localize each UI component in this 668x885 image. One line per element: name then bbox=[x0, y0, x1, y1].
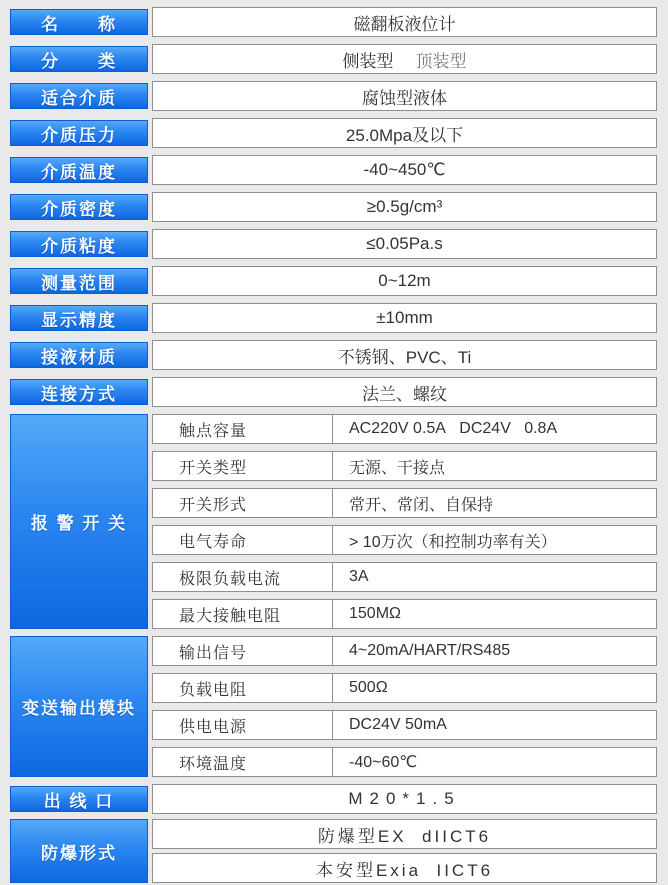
subrow-power-supply-value: DC24V 50mA bbox=[349, 716, 447, 733]
section-alarm-switch-rows bbox=[152, 414, 657, 629]
subrow-contact-capacity-name: 触点容量 bbox=[153, 415, 333, 443]
row-connection-type-value bbox=[152, 377, 657, 407]
row-medium-pressure bbox=[10, 118, 657, 148]
row-display-accuracy-label: 显示精度 bbox=[10, 305, 148, 331]
row-medium-temperature bbox=[10, 155, 657, 185]
row-medium-pressure-value bbox=[152, 118, 657, 148]
medium-temperature-text: -40~450℃ bbox=[363, 160, 446, 179]
subrow-load-resistance bbox=[152, 673, 657, 703]
section-transmitter-module bbox=[10, 636, 657, 777]
subrow-switch-form-value: 常开、常闭、自保持 bbox=[349, 496, 494, 514]
connection-type-text: 法兰、螺纹 bbox=[362, 384, 447, 404]
row-wetted-material-value bbox=[152, 340, 657, 370]
row-wetted-material-label: 接液材质 bbox=[10, 342, 148, 368]
row-medium-density-label: 介质密度 bbox=[10, 194, 148, 220]
subrow-contact-capacity bbox=[152, 414, 657, 444]
subrow-load-resistance-value: 500Ω bbox=[349, 679, 388, 696]
row-category-label: 分 类 bbox=[10, 46, 148, 72]
row-measuring-range-label: 测量范围 bbox=[10, 268, 148, 294]
row-medium-viscosity-label: 介质粘度 bbox=[10, 231, 148, 257]
subrow-electrical-life-value: > 10万次（和控制功率有关） bbox=[349, 533, 557, 551]
row-category bbox=[10, 44, 657, 74]
row-medium-viscosity-value bbox=[152, 229, 657, 259]
subrow-electrical-life-name: 电气寿命 bbox=[153, 526, 333, 554]
spec-table bbox=[10, 7, 657, 883]
subrow-power-supply bbox=[152, 710, 657, 740]
subrow-ambient-temperature-value: -40~60℃ bbox=[349, 754, 418, 771]
section-explosion-proof-label: 防爆形式 bbox=[10, 819, 148, 883]
category-secondary: 顶装型 bbox=[415, 51, 467, 71]
row-display-accuracy-value bbox=[152, 303, 657, 333]
subrow-electrical-life bbox=[152, 525, 657, 555]
row-connection-type-label: 连接方式 bbox=[10, 379, 148, 405]
medium-pressure-text: 25.0Mpa及以下 bbox=[345, 125, 464, 145]
subrow-power-supply-name: 供电电源 bbox=[153, 711, 333, 739]
subrow-load-resistance-name: 负载电阻 bbox=[153, 674, 333, 702]
subrow-ambient-temperature-name: 环境温度 bbox=[153, 748, 333, 776]
row-medium-temperature-value bbox=[152, 155, 657, 185]
category-primary: 侧装型 bbox=[342, 51, 394, 71]
subrow-max-contact-resistance-value: 150MΩ bbox=[349, 605, 401, 622]
subrow-output-signal-value: 4~20mA/HART/RS485 bbox=[349, 642, 511, 659]
explosion-proof-type-ex: 防爆型EX dIICT6 bbox=[152, 819, 657, 849]
row-suitable-medium-label: 适合介质 bbox=[10, 83, 148, 109]
subrow-switch-type-value: 无源、干接点 bbox=[349, 459, 446, 477]
section-explosion-proof-rows bbox=[152, 819, 657, 883]
subrow-max-contact-resistance bbox=[152, 599, 657, 629]
row-suitable-medium bbox=[10, 81, 657, 111]
product-name: 磁翻板液位计 bbox=[353, 14, 456, 34]
subrow-contact-capacity-value: AC220V 0.5A DC24V 0.8A bbox=[349, 420, 558, 437]
row-medium-density bbox=[10, 192, 657, 222]
row-medium-temperature-label: 介质温度 bbox=[10, 157, 148, 183]
row-cable-outlet bbox=[10, 784, 657, 814]
subrow-limit-load-current bbox=[152, 562, 657, 592]
cable-outlet-text: M20*1.5 bbox=[348, 789, 461, 808]
subrow-output-signal bbox=[152, 636, 657, 666]
row-cable-outlet-label: 出 线 口 bbox=[10, 786, 148, 812]
section-alarm-switch-label: 报 警 开 关 bbox=[10, 414, 148, 629]
suitable-medium-text: 腐蚀型液体 bbox=[362, 88, 447, 108]
row-category-value bbox=[152, 44, 657, 74]
row-medium-pressure-label: 介质压力 bbox=[10, 120, 148, 146]
display-accuracy-text: ±10mm bbox=[376, 308, 433, 327]
row-cable-outlet-value bbox=[152, 784, 657, 814]
row-name bbox=[10, 7, 657, 37]
subrow-switch-type-name: 开关类型 bbox=[153, 452, 333, 480]
row-measuring-range-value bbox=[152, 266, 657, 296]
subrow-output-signal-name: 输出信号 bbox=[153, 637, 333, 665]
subrow-switch-form-name: 开关形式 bbox=[153, 489, 333, 517]
row-measuring-range bbox=[10, 266, 657, 296]
subrow-limit-load-current-value: 3A bbox=[349, 568, 369, 585]
row-name-value bbox=[152, 7, 657, 37]
subrow-max-contact-resistance-name: 最大接触电阻 bbox=[153, 600, 333, 628]
row-wetted-material bbox=[10, 340, 657, 370]
medium-viscosity-text: ≤0.05Pa.s bbox=[366, 234, 443, 253]
row-medium-density-value bbox=[152, 192, 657, 222]
row-display-accuracy bbox=[10, 303, 657, 333]
row-name-label: 名 称 bbox=[10, 9, 148, 35]
subrow-ambient-temperature bbox=[152, 747, 657, 777]
measuring-range-text: 0~12m bbox=[378, 271, 431, 290]
row-suitable-medium-value bbox=[152, 81, 657, 111]
medium-density-text: ≥0.5g/cm³ bbox=[366, 197, 443, 216]
section-explosion-proof bbox=[10, 819, 657, 883]
section-transmitter-module-label: 变送输出模块 bbox=[10, 636, 148, 777]
subrow-switch-type bbox=[152, 451, 657, 481]
wetted-material-text: 不锈钢、PVC、Ti bbox=[337, 347, 472, 367]
section-alarm-switch bbox=[10, 414, 657, 629]
subrow-switch-form bbox=[152, 488, 657, 518]
subrow-limit-load-current-name: 极限负载电流 bbox=[153, 563, 333, 591]
explosion-proof-type-exia: 本安型Exia IICT6 bbox=[152, 853, 657, 883]
row-connection-type bbox=[10, 377, 657, 407]
row-medium-viscosity bbox=[10, 229, 657, 259]
section-transmitter-module-rows bbox=[152, 636, 657, 777]
